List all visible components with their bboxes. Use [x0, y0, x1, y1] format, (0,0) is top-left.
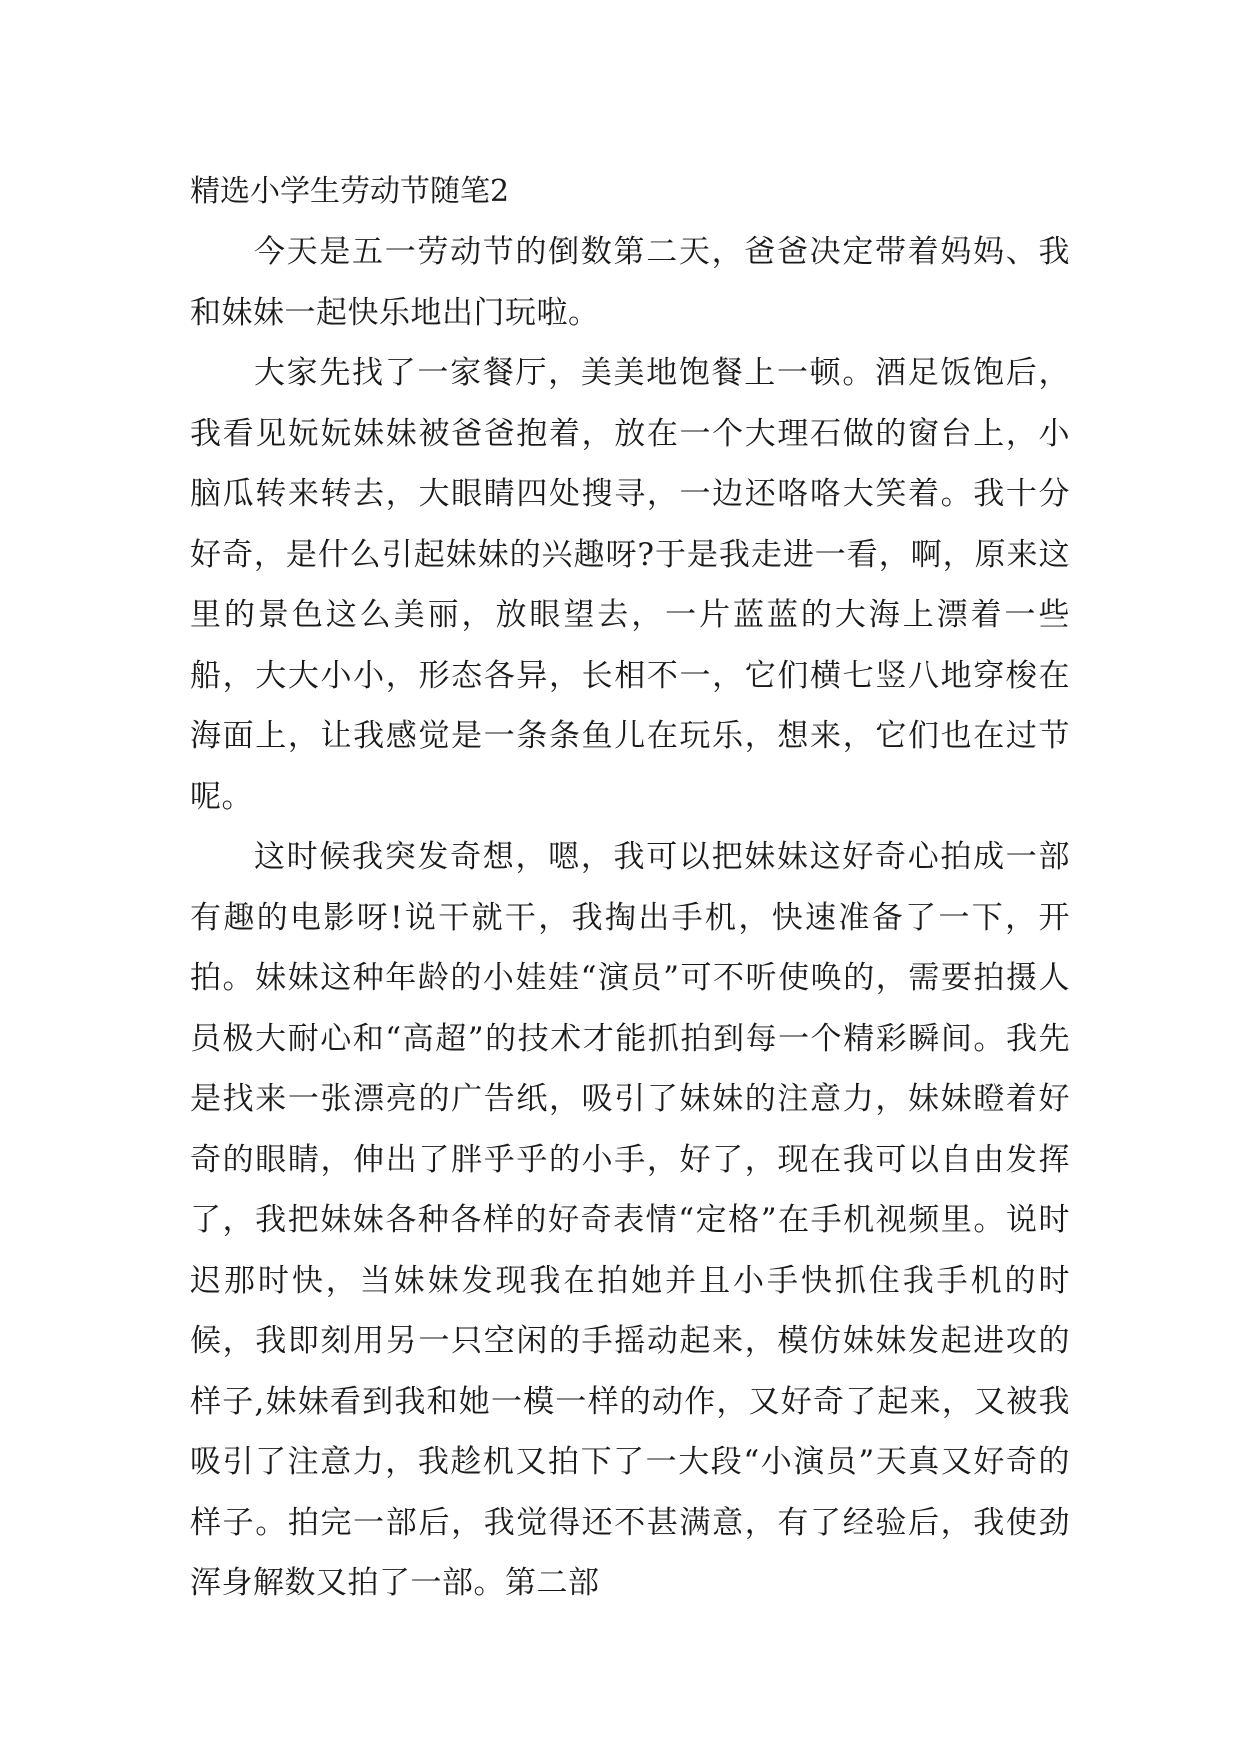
paragraph-1: 今天是五一劳动节的倒数第二天，爸爸决定带着妈妈、我和妹妹一起快乐地出门玩啦。: [190, 234, 1070, 331]
paragraph-3: 这时候我突发奇想，嗯，我可以把妹妹这好奇心拍成一部有趣的电影呀!说干就干，我掏出手机，快速准备了一下，开拍。妹妹这种年龄的小娃娃“演员”可不听使唤的，需要拍摄人员极大耐心和“高超”的技术才能抓拍到每一个精彩瞬间。我先是找来一张漂亮的广告纸，吸引了妹妹的注意力，妹妹瞪着好奇的眼睛，伸出了胖乎乎的小手，好了，现在我可以自由发挥了，我把妹妹各种各样的好奇表情“定格”在手机视频里。说时迟那时快，当妹妹发现我在拍她并且小手快抓住我手机的时候，我即刻用另一只空闲的手摇动起来，模仿妹妹发起进攻的样子,妹妹看到我和她一模一样的动作，又好奇了起来，又被我吸引了注意力，我趁机又拍下了一大段“小演员”天真又好奇的样子。拍完一部后，我觉得还不甚满意，有了经验后，我使劲浑身解数又拍了一部。第二部: [190, 839, 1070, 1601]
document-body: [190, 162, 1070, 1614]
document-title: 精选小学生劳动节随笔2: [190, 174, 510, 209]
paragraph-2: 大家先找了一家餐厅，美美地饱餐上一顿。酒足饭饱后，我看见妧妧妹妹被爸爸抱着，放在一个大理石做的窗台上，小脑瓜转来转去，大眼睛四处搜寻，一边还咯咯大笑着。我十分好奇，是什么引起妹妹的兴趣呀?于是我走进一看，啊，原来这里的景色这么美丽，放眼望去，一片蓝蓝的大海上漂着一些船，大大小小，形态各异，长相不一，它们横七竖八地穿梭在海面上，让我感觉是一条条鱼儿在玩乐，想来，它们也在过节呢。: [190, 355, 1070, 815]
